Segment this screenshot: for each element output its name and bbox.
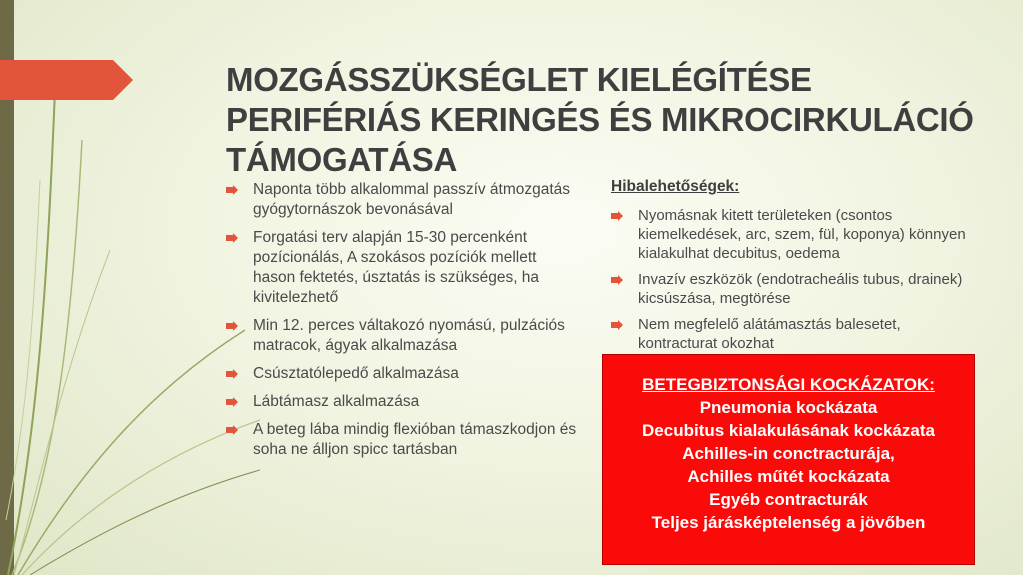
risk-line: Egyéb contracturák [709, 490, 868, 509]
list-item [226, 364, 578, 384]
list-item-text: Nyomásnak kitett területeken (csontos kiemelkedések, arc, szem, fül, koponya) könnyen kialakulhat decubitus, oedema [638, 207, 966, 262]
list-item-text: Nem megfelelő alátámasztás balesetet, kontracturat okozhat [638, 316, 901, 352]
list-item [226, 316, 578, 356]
list-item [611, 270, 971, 308]
arrow-bullet-icon [226, 369, 238, 379]
list-item-text: Forgatási terv alapján 15-30 percenként pozícionálás, A szokásos pozíciók mellett hason fektetés, úsztatás is szükséges, ha kivitelezhető [253, 229, 540, 306]
arrow-bullet-icon [226, 185, 238, 195]
risk-line: Achilles műtét kockázata [687, 467, 890, 486]
risk-line: Decubitus kialakulásának kockázata [642, 421, 935, 440]
risk-box-heading: BETEGBIZTONSÁGI KOCKÁZATOK: [642, 375, 935, 394]
list-item [226, 180, 578, 220]
arrow-bullet-icon [226, 425, 238, 435]
arrow-bullet-icon [226, 397, 238, 407]
accent-arrow-tab [0, 60, 133, 100]
list-item [611, 206, 971, 263]
list-item [611, 315, 971, 353]
slide-title [226, 60, 986, 180]
bullet-list [226, 180, 578, 460]
title-line: TÁMOGATÁSA [226, 141, 458, 178]
patient-safety-risks-box [602, 354, 975, 565]
list-item [226, 392, 578, 412]
list-item-text: A beteg lába mindig flexióban támaszkodjon és soha ne álljon spicc tartásban [253, 421, 577, 458]
bullet-list [611, 206, 971, 353]
list-item-text: Min 12. perces váltakozó nyomású, pulzációs matracok, ágyak alkalmazása [253, 317, 565, 354]
arrow-bullet-icon [611, 320, 623, 330]
arrow-bullet-icon [611, 211, 623, 221]
risk-line: Pneumonia kockázata [699, 398, 878, 417]
title-line: MOZGÁSSZÜKSÉGLET KIELÉGÍTÉSE [226, 61, 812, 98]
right-bullet-column [611, 178, 971, 360]
list-item-text: Invazív eszközök (endotracheális tubus, drainek) kicsúszása, megtörése [638, 271, 963, 307]
list-item-text: Lábtámasz alkalmazása [253, 393, 420, 410]
arrow-bullet-icon [611, 275, 623, 285]
list-item-text: Csúsztatólepedő alkalmazása [253, 365, 459, 382]
list-item [226, 228, 578, 308]
list-item-text: Naponta több alkalommal passzív átmozgatás gyógytornászok bevonásával [253, 181, 571, 218]
title-line: PERIFÉRIÁS KERINGÉS ÉS MIKROCIRKULÁCIÓ [226, 101, 974, 138]
risk-line: Teljes járásképtelenség a jövőben [651, 513, 926, 532]
arrow-bullet-icon [226, 233, 238, 243]
list-item [226, 420, 578, 460]
risk-line: Achilles-in conctracturája, [682, 444, 895, 463]
error-possibilities-heading: Hibalehetőségek: [611, 178, 740, 195]
arrow-bullet-icon [226, 321, 238, 331]
left-bullet-column [226, 180, 578, 468]
